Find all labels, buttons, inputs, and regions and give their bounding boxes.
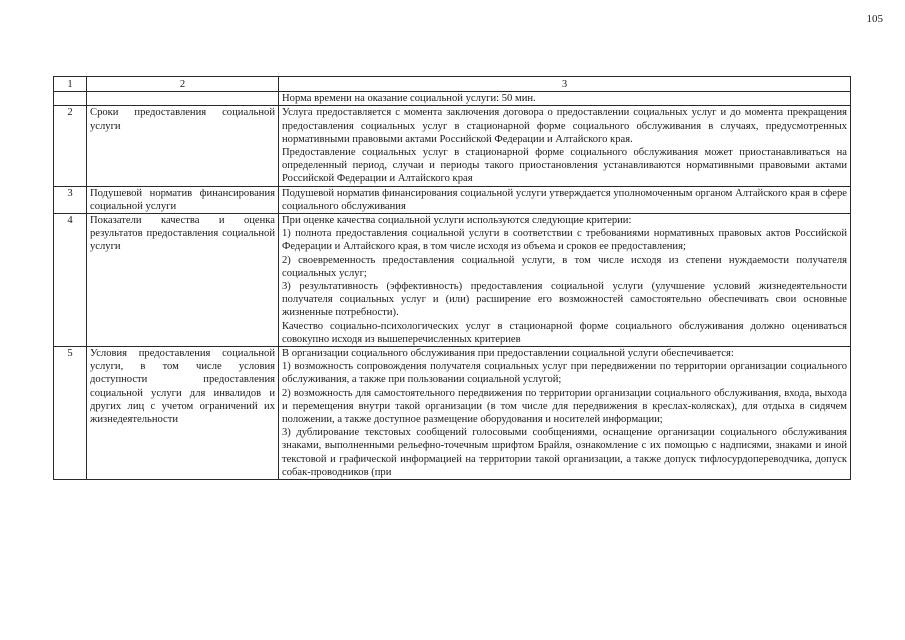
paragraph: 1) полнота предоставления социальной услуги в соответствии с требованиями нормативных правовых актов Российской Федерации и Алтайского края, в том числе исходя из объема и сроков ее предоставления; [282,228,847,253]
row-number: 2 [54,106,87,186]
column-header-3: 3 [279,77,851,92]
row-number: 3 [54,186,87,213]
column-header-2: 2 [87,77,279,92]
table-row [54,347,851,480]
row-number: 4 [54,214,87,347]
row-description [279,214,851,347]
paragraph: 3) результативность (эффективность) предоставления социальной услуги (улучшение условий жизнедеятельности получателя социальных услуг и (или) расширение его возможностей самостоятельно обеспечивать свои основные жизненные потребности). [282,281,847,319]
empty-cell [87,92,279,106]
row-description [279,186,851,213]
paragraph: Услуга предоставляется с момента заключения договора о предоставлении социальных услуг и до момента прекращения предоставления социальных услуг в стационарной форме социального обслуживания в случаях, предусмотренных нормативными правовыми актами Российской Федерации и Алтайского края. [282,107,847,145]
row-description [279,347,851,480]
row-title: Сроки предоставления социальной услуги [87,106,279,186]
time-norm-text: Норма времени на оказание социальной услуги: 50 мин. [279,92,851,106]
paragraph: Предоставление социальных услуг в стационарной форме социального обслуживания может приостанавливаться на определенный период, случаи и периоды такого приостановления устанавливаются нормативными правовыми актами Российской Федерации и Алтайского края [282,147,847,185]
row-number: 5 [54,347,87,480]
table-row [54,92,851,106]
page-number: 105 [866,13,883,25]
header-row [54,77,851,92]
row-title: Показатели качества и оценка результатов предоставления социальной услуги [87,214,279,347]
paragraph: Подушевой норматив финансирования социальной услуги утверждается уполномоченным органом Алтайского края в сфере социального обслуживания [282,187,847,212]
table-row [54,214,851,347]
paragraph: 3) дублирование текстовых сообщений голосовыми сообщениями, оснащение организации социального обслуживания знаками, выполненными рельефно-точечным шрифтом Брайля, ознакомление с их помощью с надписями, знаками и иной текстовой и графической информацией на территории такой организации, а также допуск тифлосурдопереводчика, допуск собак-проводников (при [282,427,847,478]
table-row [54,106,851,186]
table-row [54,186,851,213]
row-description [279,106,851,186]
empty-cell [54,92,87,106]
column-header-1: 1 [54,77,87,92]
service-standard-table [53,76,851,480]
row-title: Условия предоставления социальной услуги, в том числе условия доступности предоставления социальной услуги для инвалидов и других лиц с учетом ограничений их жизнедеятельности [87,347,279,480]
paragraph: Качество социально-психологических услуг в стационарной форме социального обслуживания должно оцениваться совокупно исходя из вышеперечисленных критериев [282,320,847,345]
row-title: Подушевой норматив финансирования социальной услуги [87,186,279,213]
paragraph: При оценке качества социальной услуги используются следующие критерии: [282,215,632,227]
paragraph: 2) возможность для самостоятельного передвижения по территории организации социального обслуживания, входа, выхода и перемещения внутри такой организации (в том числе для передвижения в креслах-колясках), для отдыха в сидячем положении, а также доступное размещение оборудования и носителей информации; [282,387,847,426]
paragraph: 2) своевременность предоставления социальной услуги, в том числе исходя из степени нуждаемости получателя социальных услуг; [282,254,847,279]
paragraph: В организации социального обслуживания при предоставлении социальной услуги обеспечивается: [282,348,734,360]
paragraph: 1) возможность сопровождения получателя социальных услуг при передвижении по территории организации социального обслуживания, а также при пользовании социальной услугой; [282,361,847,386]
